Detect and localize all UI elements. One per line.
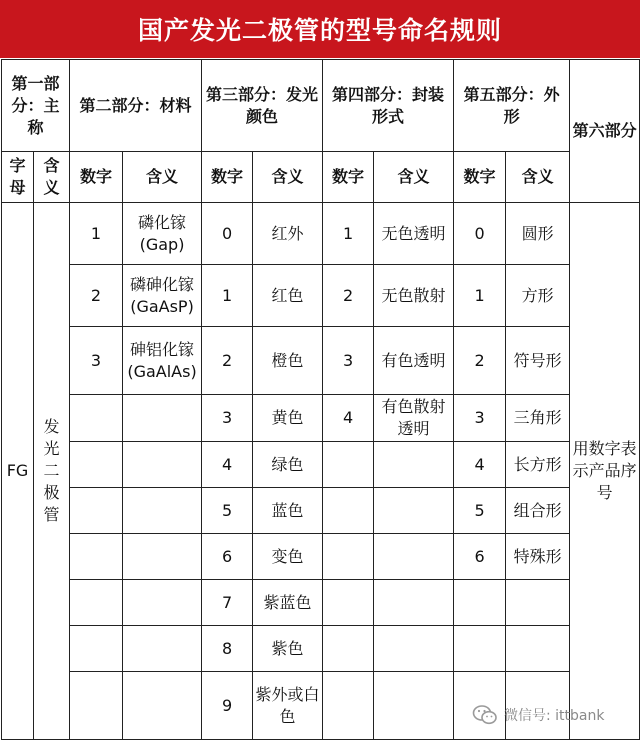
color-meaning: 橙色 bbox=[253, 327, 323, 395]
material-meaning-empty bbox=[123, 442, 202, 488]
color-meaning: 变色 bbox=[253, 534, 323, 580]
part1-meaning: 发光二极管 bbox=[34, 203, 70, 740]
package-number-empty bbox=[323, 442, 374, 488]
shape-meaning-empty bbox=[506, 626, 570, 672]
material-number: 3 bbox=[70, 327, 123, 395]
part1-letter: FG bbox=[2, 203, 34, 740]
color-meaning: 蓝色 bbox=[253, 488, 323, 534]
subheader-meaning: 含义 bbox=[34, 152, 70, 203]
header-part2: 第二部分：材料 bbox=[70, 60, 202, 152]
color-number: 1 bbox=[202, 265, 253, 327]
subheader-number: 数字 bbox=[70, 152, 123, 203]
shape-number: 5 bbox=[454, 488, 506, 534]
shape-number-empty bbox=[454, 580, 506, 626]
material-number-empty bbox=[70, 442, 123, 488]
material-meaning-empty bbox=[123, 580, 202, 626]
shape-meaning-empty bbox=[506, 580, 570, 626]
shape-number: 6 bbox=[454, 534, 506, 580]
package-number: 2 bbox=[323, 265, 374, 327]
wechat-icon bbox=[472, 702, 498, 728]
material-meaning-empty bbox=[123, 672, 202, 740]
color-number: 5 bbox=[202, 488, 253, 534]
color-number: 2 bbox=[202, 327, 253, 395]
header-part6: 第六部分 bbox=[570, 60, 640, 203]
package-number-empty bbox=[323, 488, 374, 534]
package-number: 4 bbox=[323, 395, 374, 442]
wechat-watermark bbox=[472, 700, 604, 730]
naming-rules-table bbox=[1, 59, 640, 740]
shape-number: 3 bbox=[454, 395, 506, 442]
color-number: 3 bbox=[202, 395, 253, 442]
shape-number: 2 bbox=[454, 327, 506, 395]
shape-meaning: 方形 bbox=[506, 265, 570, 327]
subheader-number: 数字 bbox=[202, 152, 253, 203]
material-number-empty bbox=[70, 488, 123, 534]
package-meaning-empty bbox=[374, 442, 454, 488]
color-number: 6 bbox=[202, 534, 253, 580]
package-number: 3 bbox=[323, 327, 374, 395]
color-meaning: 红外 bbox=[253, 203, 323, 265]
material-meaning-empty bbox=[123, 488, 202, 534]
color-number: 4 bbox=[202, 442, 253, 488]
material-meaning: 砷铝化镓(GaAlAs) bbox=[123, 327, 202, 395]
header-part1: 第一部分：主称 bbox=[2, 60, 70, 152]
package-number: 1 bbox=[323, 203, 374, 265]
header-part5: 第五部分：外形 bbox=[454, 60, 570, 152]
material-meaning: 磷化镓(Gap) bbox=[123, 203, 202, 265]
color-number: 7 bbox=[202, 580, 253, 626]
subheader-meaning: 含义 bbox=[506, 152, 570, 203]
color-meaning: 黄色 bbox=[253, 395, 323, 442]
subheader-meaning: 含义 bbox=[253, 152, 323, 203]
color-meaning: 紫色 bbox=[253, 626, 323, 672]
material-number: 2 bbox=[70, 265, 123, 327]
color-meaning: 紫外或白色 bbox=[253, 672, 323, 740]
header-part4: 第四部分：封装形式 bbox=[323, 60, 454, 152]
shape-number-empty bbox=[454, 626, 506, 672]
material-number-empty bbox=[70, 626, 123, 672]
material-meaning: 磷砷化镓(GaAsP) bbox=[123, 265, 202, 327]
package-meaning-empty bbox=[374, 580, 454, 626]
material-meaning-empty bbox=[123, 534, 202, 580]
package-number-empty bbox=[323, 534, 374, 580]
color-number: 0 bbox=[202, 203, 253, 265]
color-number: 9 bbox=[202, 672, 253, 740]
material-number-empty bbox=[70, 580, 123, 626]
package-meaning: 有色透明 bbox=[374, 327, 454, 395]
color-meaning: 紫蓝色 bbox=[253, 580, 323, 626]
color-meaning: 绿色 bbox=[253, 442, 323, 488]
shape-number: 1 bbox=[454, 265, 506, 327]
package-number-empty bbox=[323, 672, 374, 740]
subheader-number: 数字 bbox=[323, 152, 374, 203]
package-number-empty bbox=[323, 626, 374, 672]
watermark-text: 微信号: ittbank bbox=[504, 708, 605, 724]
subheader-number: 数字 bbox=[454, 152, 506, 203]
color-meaning: 红色 bbox=[253, 265, 323, 327]
subheader-letter: 字母 bbox=[2, 152, 34, 203]
material-number: 1 bbox=[70, 203, 123, 265]
package-meaning: 无色透明 bbox=[374, 203, 454, 265]
material-number-empty bbox=[70, 534, 123, 580]
shape-meaning: 圆形 bbox=[506, 203, 570, 265]
subheader-meaning: 含义 bbox=[374, 152, 454, 203]
material-number-empty bbox=[70, 672, 123, 740]
package-number-empty bbox=[323, 580, 374, 626]
header-part3: 第三部分：发光颜色 bbox=[202, 60, 323, 152]
package-meaning-empty bbox=[374, 488, 454, 534]
material-meaning-empty bbox=[123, 626, 202, 672]
part6-meaning: 用数字表示产品序号 bbox=[570, 203, 640, 740]
material-meaning-empty bbox=[123, 395, 202, 442]
subheader-meaning: 含义 bbox=[123, 152, 202, 203]
shape-meaning: 特殊形 bbox=[506, 534, 570, 580]
shape-meaning: 长方形 bbox=[506, 442, 570, 488]
table-title: 国产发光二极管的型号命名规则 bbox=[0, 0, 640, 58]
shape-number: 4 bbox=[454, 442, 506, 488]
material-number-empty bbox=[70, 395, 123, 442]
package-meaning-empty bbox=[374, 672, 454, 740]
package-meaning-empty bbox=[374, 534, 454, 580]
package-meaning: 有色散射透明 bbox=[374, 395, 454, 442]
shape-number: 0 bbox=[454, 203, 506, 265]
shape-meaning: 符号形 bbox=[506, 327, 570, 395]
package-meaning-empty bbox=[374, 626, 454, 672]
shape-meaning: 组合形 bbox=[506, 488, 570, 534]
package-meaning: 无色散射 bbox=[374, 265, 454, 327]
color-number: 8 bbox=[202, 626, 253, 672]
shape-meaning: 三角形 bbox=[506, 395, 570, 442]
